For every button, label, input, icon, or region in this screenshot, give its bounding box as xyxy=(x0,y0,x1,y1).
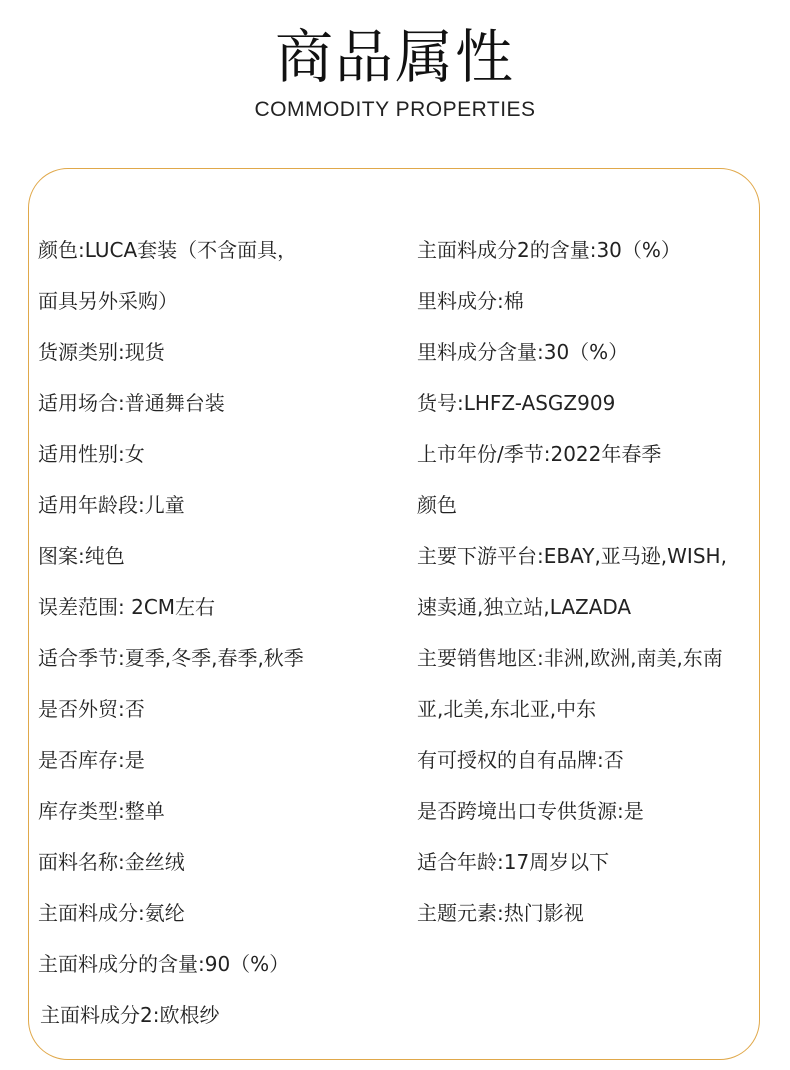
property-main-fabric-2-content: 主面料成分2的含量:30（%） xyxy=(417,238,681,262)
property-release-season: 上市年份/季节:2022年春季 xyxy=(417,442,662,466)
property-lining: 里料成分:棉 xyxy=(417,289,524,313)
property-source-type: 货源类别:现货 xyxy=(38,340,165,364)
property-color-continued: 面具另外采购） xyxy=(38,289,178,313)
page-title: 商品属性 xyxy=(274,23,515,91)
property-occasion: 适用场合:普通舞台装 xyxy=(38,391,225,415)
property-foreign-trade: 是否外贸:否 xyxy=(38,697,145,721)
property-fabric-name: 面料名称:金丝绒 xyxy=(38,850,185,874)
properties-left-column xyxy=(38,228,406,1044)
property-tolerance: 误差范围: 2CM左右 xyxy=(38,595,216,619)
property-theme: 主题元素:热门影视 xyxy=(417,901,584,925)
property-season: 适合季节:夏季,冬季,春季,秋季 xyxy=(38,646,304,670)
page-subtitle: COMMODITY PROPERTIES xyxy=(254,98,536,121)
property-color-label: 颜色 xyxy=(417,493,457,517)
property-sales-regions: 主要销售地区:非洲,欧洲,南美,东南 xyxy=(417,646,723,670)
property-suitable-age: 适合年龄:17周岁以下 xyxy=(417,850,610,874)
property-main-fabric: 主面料成分:氨纶 xyxy=(38,901,185,925)
property-own-brand: 有可授权的自有品牌:否 xyxy=(417,748,624,772)
property-sales-regions-continued: 亚,北美,东北亚,中东 xyxy=(417,697,597,721)
property-stock-type: 库存类型:整单 xyxy=(38,799,165,823)
property-lining-content: 里料成分含量:30（%） xyxy=(417,340,629,364)
property-age-group: 适用年龄段:儿童 xyxy=(38,493,185,517)
property-item-number: 货号:LHFZ-ASGZ909 xyxy=(417,391,616,415)
property-color: 颜色:LUCA套装（不含面具， xyxy=(38,238,298,262)
property-cross-border: 是否跨境出口专供货源:是 xyxy=(417,799,644,823)
properties-right-column xyxy=(417,228,762,942)
property-platforms: 主要下游平台:EBAY,亚马逊,WISH, xyxy=(417,544,727,568)
property-platforms-continued: 速卖通,独立站,LAZADA xyxy=(417,595,632,619)
property-gender: 适用性别:女 xyxy=(38,442,145,466)
property-main-fabric-2: 主面料成分2:欧根纱 xyxy=(40,1003,220,1027)
property-in-stock: 是否库存:是 xyxy=(38,748,145,772)
property-main-fabric-content: 主面料成分的含量:90（%） xyxy=(38,952,290,976)
property-pattern: 图案:纯色 xyxy=(38,544,125,568)
